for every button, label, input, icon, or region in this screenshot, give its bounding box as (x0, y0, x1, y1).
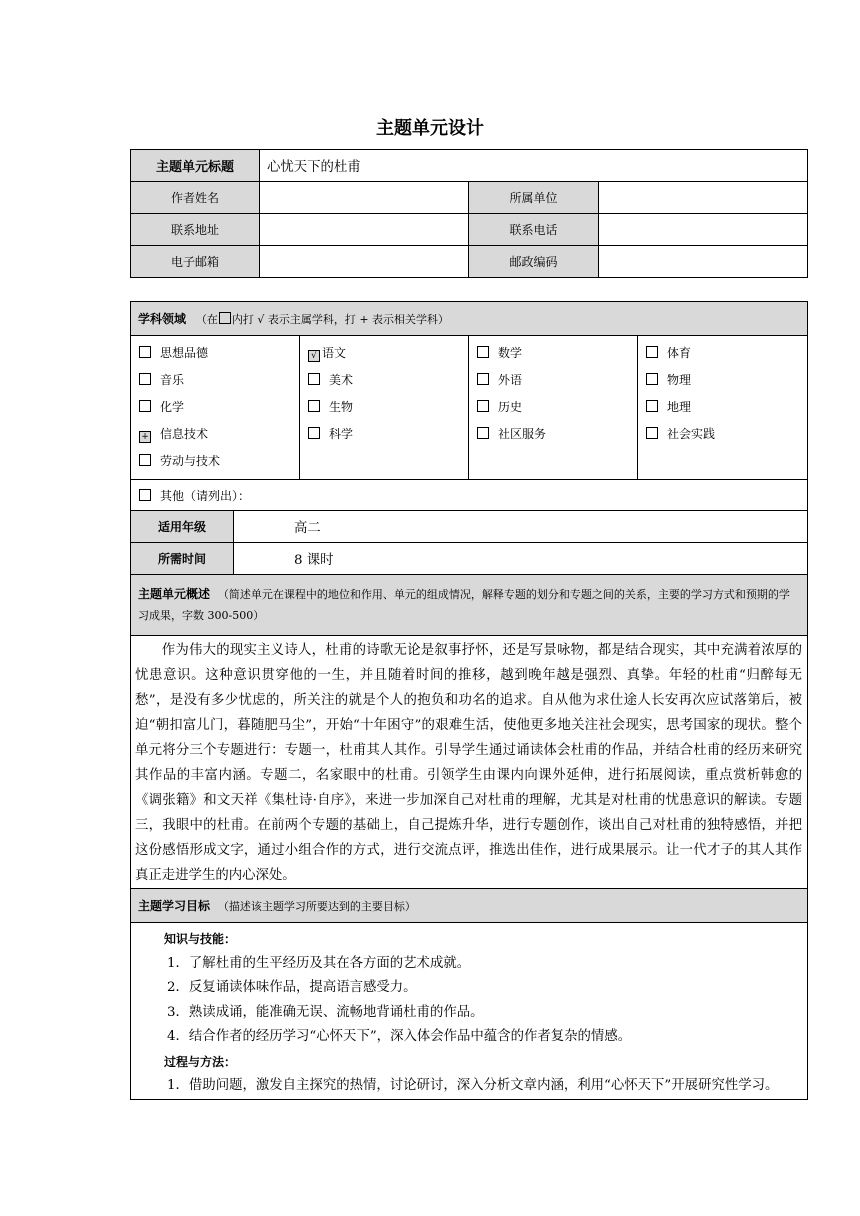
checkbox-icon[interactable] (646, 346, 658, 358)
page-title: 主题单元设计 (376, 118, 484, 139)
grade-value[interactable]: 高二 (234, 511, 808, 543)
other-subject-label: 其他（请列出）： (160, 488, 251, 503)
checkbox-icon[interactable]: + (139, 431, 151, 443)
subject-label: 社会实践 (667, 427, 716, 441)
checkbox-icon[interactable] (477, 427, 489, 439)
subject-option[interactable] (477, 344, 637, 371)
grade-label: 适用年级 (131, 511, 234, 543)
subject-label: 劳动与技术 (160, 454, 221, 468)
subject-option[interactable] (139, 425, 299, 452)
checkbox-icon[interactable] (477, 400, 489, 412)
overview-note: （简述单元在课程中的地位和作用、单元的组成情况，解释专题的划分和专题之间的关系，主要的学习方式和预期的学习成果，字数 300-500） (138, 588, 790, 622)
subject-table (130, 301, 808, 1100)
checkbox-icon[interactable]: √ (308, 350, 320, 362)
overview-cell (131, 636, 808, 889)
subject-option[interactable] (646, 425, 807, 452)
goal-item: 4．结合作者的经历学习“心怀天下”，深入体会作品中蕴含的作者复杂的情感。 (167, 1029, 632, 1044)
subject-label: 信息技术 (160, 427, 209, 441)
subject-header-note-a: （在 (195, 313, 218, 326)
goal-item: 1．借助问题，激发自主探究的热情，讨论研讨，深入分析文章内涵，利用“心怀天下”开展研究性学习。 (167, 1078, 779, 1093)
subject-option[interactable] (139, 452, 299, 479)
checkbox-icon[interactable] (308, 400, 320, 412)
overview-text: 作为伟大的现实主义诗人，杜甫的诗歌无论是叙事抒怀，还是写景咏物，都是结合现实，其中充满着浓厚的忧患意识。这种意识贯穿他的一生，并且随着时间的推移，越到晚年越是强烈、真挚。年轻的杜甫“归醉每无愁”，是没有多少忧虑的，所关注的就是个人的抱负和功名的追求。自从他为求仕途人长安再次应试落第后，被迫“朝扣富儿门，暮随肥马尘”，开始“十年困守”的艰难生活，使他更多地关注社会现实，思考国家的现状。整个单元将分三个专题进行：专题一，杜甫其人其作。引导学生通过诵读体会杜甫的作品，并结合杜甫的经历来研究其作品的丰富内涵。专题二，名家眼中的杜甫。引领学生由课内向课外延伸，进行拓展阅读，重点赏析韩愈的《调张籍》和文天祥《集杜诗·自序》，来进一步加深自己对杜甫的理解，尤其是对杜甫的忧患意识的解读。专题三，我眼中的杜甫。在前两个专题的基础上，自己提炼升华，进行专题创作，谈出自己对杜甫的独特感悟，并把这份感悟形成文字，通过小组合作的方式，进行交流点评，推选出佳作，进行成果展示。让一代才子的其人其作真正走进学生的内心深处。 (135, 643, 802, 883)
other-subject-row[interactable] (131, 480, 808, 511)
goals-header (131, 889, 808, 923)
subject-option[interactable] (139, 344, 299, 371)
subject-option[interactable] (477, 398, 637, 425)
goal-item: 3．熟读成诵，能准确无误、流畅地背诵杜甫的作品。 (167, 1004, 484, 1020)
zip-label: 邮政编码 (469, 246, 599, 278)
overview-label: 主题单元概述 (138, 587, 211, 601)
subject-option[interactable] (139, 371, 299, 398)
subject-label: 语文 (322, 346, 347, 360)
subject-option[interactable] (308, 425, 468, 452)
checkbox-icon[interactable] (477, 346, 489, 358)
checkbox-icon[interactable] (139, 373, 151, 385)
subject-label: 思想品德 (160, 346, 209, 360)
subject-label: 音乐 (160, 373, 185, 387)
subject-col-4 (638, 336, 808, 480)
goals-cell (131, 923, 808, 1100)
goals-label: 主题学习目标 (138, 899, 211, 913)
address-label: 联系地址 (131, 214, 260, 246)
email-label: 电子邮箱 (131, 246, 260, 278)
unit-title-value[interactable]: 心忧天下的杜甫 (260, 150, 808, 182)
subject-option[interactable] (139, 398, 299, 425)
goal-item: 1．了解杜甫的生平经历及其在各方面的艺术成就。 (167, 955, 471, 971)
checkbox-icon[interactable] (646, 400, 658, 412)
subject-option[interactable] (646, 344, 807, 371)
subject-header-note-b: 内打 √ 表示主属学科，打 + 表示相关学科） (231, 313, 450, 326)
author-field[interactable] (260, 182, 469, 214)
unit-title-label: 主题单元标题 (131, 150, 260, 182)
phone-label: 联系电话 (469, 214, 599, 246)
checkbox-icon[interactable] (646, 427, 658, 439)
time-value[interactable]: 8 课时 (234, 543, 808, 575)
subject-label: 科学 (329, 427, 354, 441)
subject-label: 体育 (667, 346, 692, 360)
subject-option[interactable] (477, 371, 637, 398)
subject-label: 地理 (667, 400, 692, 414)
subject-option[interactable] (308, 371, 468, 398)
phone-field[interactable] (599, 214, 808, 246)
subject-col-1 (131, 336, 300, 480)
knowledge-heading: 知识与技能： (164, 932, 237, 946)
subject-label: 美术 (329, 373, 354, 387)
address-field[interactable] (260, 214, 469, 246)
checkbox-icon[interactable] (646, 373, 658, 385)
checkbox-icon[interactable] (139, 400, 151, 412)
subject-option[interactable] (646, 371, 807, 398)
author-label: 作者姓名 (131, 182, 260, 214)
goals-note: （描述该主题学习所要达到的主要目标） (217, 900, 416, 913)
subject-label: 历史 (498, 400, 523, 414)
subject-option[interactable] (646, 398, 807, 425)
subject-option[interactable] (308, 398, 468, 425)
overview-header (131, 575, 808, 636)
time-label: 所需时间 (131, 543, 234, 575)
subject-label: 外语 (498, 373, 523, 387)
checkbox-icon[interactable] (308, 427, 320, 439)
checkbox-icon[interactable] (139, 346, 151, 358)
email-field[interactable] (260, 246, 469, 278)
subject-col-3 (469, 336, 638, 480)
subject-label: 物理 (667, 373, 692, 387)
org-field[interactable] (599, 182, 808, 214)
checkbox-icon[interactable] (139, 454, 151, 466)
checkbox-legend-icon (219, 312, 231, 324)
subject-header (131, 302, 808, 336)
subject-col-2 (300, 336, 469, 480)
subject-label: 化学 (160, 400, 185, 414)
zip-field[interactable] (599, 246, 808, 278)
subject-label: 生物 (329, 400, 354, 414)
subject-option[interactable] (308, 344, 468, 371)
org-label: 所属单位 (469, 182, 599, 214)
subject-header-label: 学科领域 (138, 312, 187, 326)
info-table (130, 149, 808, 278)
checkbox-icon[interactable] (477, 373, 489, 385)
other-checkbox[interactable] (139, 489, 151, 501)
subject-option[interactable] (477, 425, 637, 452)
checkbox-icon[interactable] (308, 373, 320, 385)
subject-label: 数学 (498, 346, 523, 360)
goal-item: 2．反复诵读体味作品，提高语言感受力。 (167, 980, 417, 995)
subject-label: 社区服务 (498, 427, 547, 441)
process-heading: 过程与方法： (164, 1054, 237, 1069)
